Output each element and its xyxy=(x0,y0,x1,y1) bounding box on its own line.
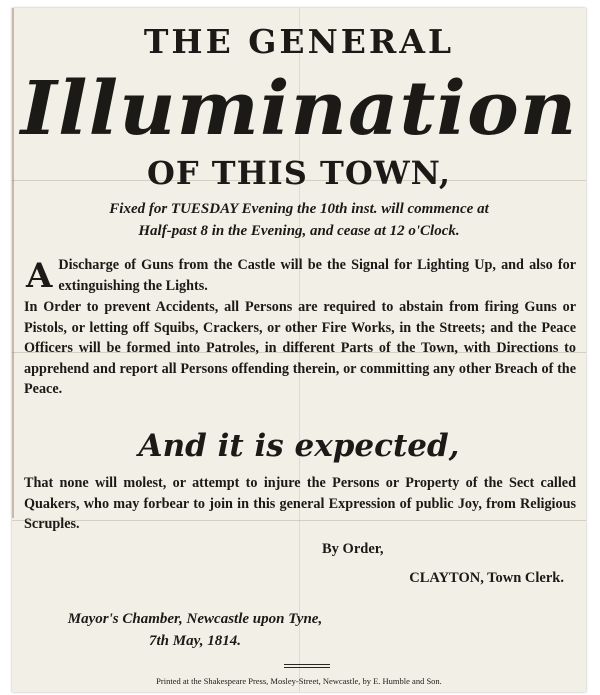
drop-cap: A xyxy=(26,256,53,296)
paragraph-signal-text: Discharge of Guns from the Castle will be the Signal for Lighting Up, and also for extinguishing the Lights. xyxy=(58,257,576,294)
title-the-general: THE GENERAL xyxy=(143,22,455,61)
heading-expected: And it is expected, xyxy=(138,428,460,464)
divider-rule xyxy=(284,667,330,668)
title-of-this-town: OF THIS TOWN, xyxy=(147,154,451,192)
broadside-sheet xyxy=(12,8,586,692)
paragraph-quakers: That none will molest, or attempt to injure the Persons or Property of the Sect called Quakers, who may forbear to join in this general Expression of public Joy, from Religious Scruples. xyxy=(24,475,576,532)
mayors-chamber xyxy=(40,608,350,652)
paragraph-signal xyxy=(24,255,576,296)
paragraph-prevent-accidents: In Order to prevent Accidents, all Persons are required to abstain from firing Guns or Pistols, or letting off Squibs, Crackers, or other Fire Works, in the Streets; and the Peace Officers will be formed into Patroles, in different Parts of the Town, with Directions to apprehend and report all Persons offending therein, or committing any other Breach of the Peace. xyxy=(24,299,576,397)
schedule-line-2: Half-past 8 in the Evening, and cease at 12 o'Clock. xyxy=(138,223,460,239)
printer-imprint: Printed at the Shakespeare Press, Mosley-Street, Newcastle, by E. Humble and Son. xyxy=(156,676,442,686)
chamber-location: Mayor's Chamber, Newcastle upon Tyne, xyxy=(67,611,323,627)
by-order: By Order, xyxy=(322,541,384,557)
schedule-notice xyxy=(32,198,566,242)
divider-rule xyxy=(284,664,330,665)
chamber-date: 7th May, 1814. xyxy=(149,633,241,649)
town-clerk-signature: CLAYTON, Town Clerk. xyxy=(409,570,564,586)
title-illumination: Illumination xyxy=(20,66,578,152)
schedule-line-1: Fixed for TUESDAY Evening the 10th inst. will commence at xyxy=(109,201,489,217)
